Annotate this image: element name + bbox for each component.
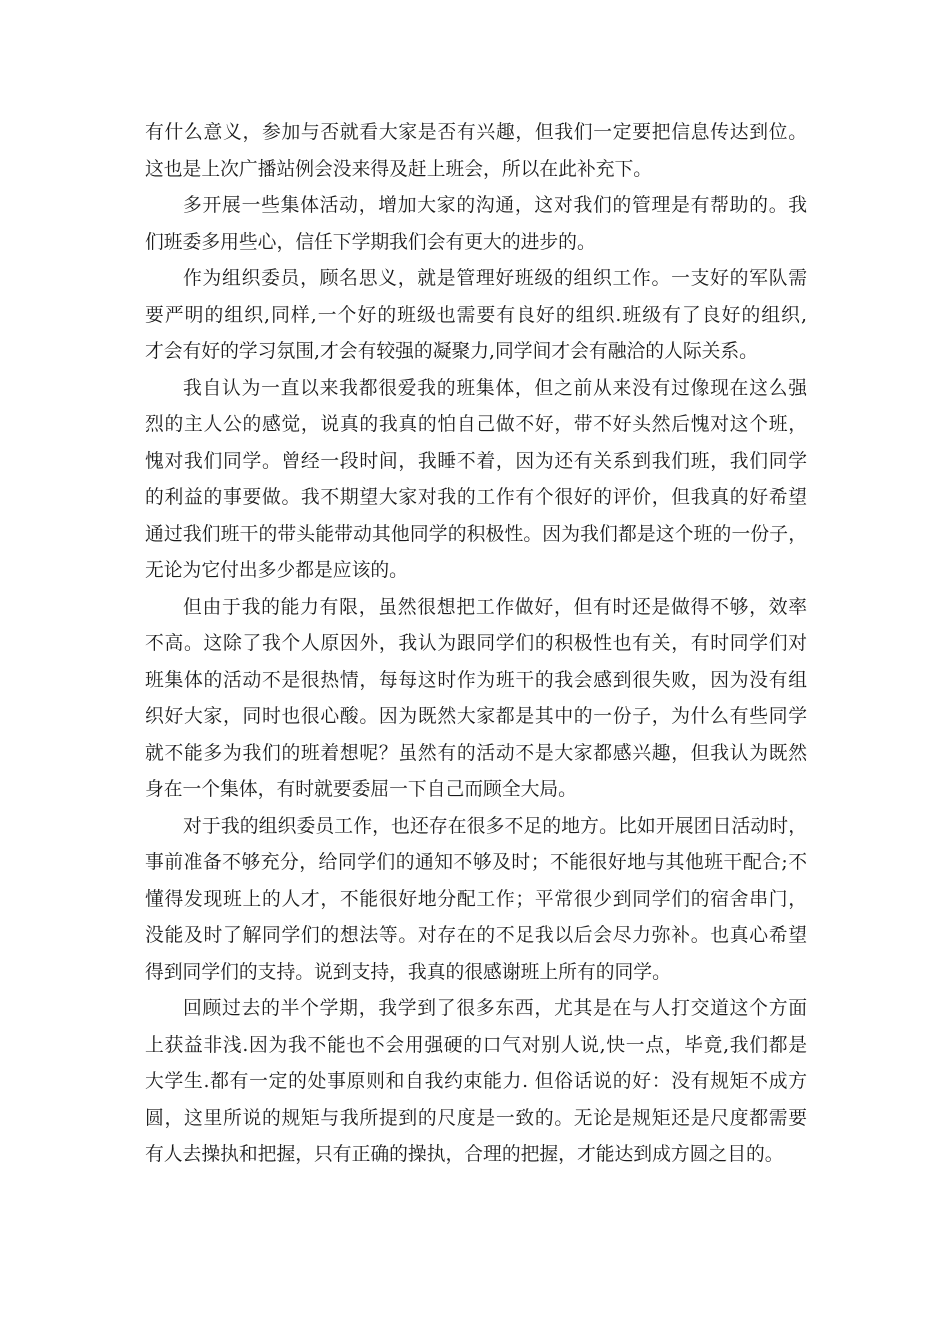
text-line: 大学生.都有一定的处事原则和自我约束能力. 但俗话说的好：没有规矩不成方 [145, 1071, 807, 1092]
text-line: 不高。这除了我个人原因外，我认为跟同学们的积极性也有关，有时同学们对 [145, 633, 807, 654]
text-line: 回顾过去的半个学期，我学到了很多东西，尤其是在与人打交道这个方面 [183, 998, 807, 1019]
text-line: 懂得发现班上的人才，不能很好地分配工作；平常很少到同学们的宿舍串门， [145, 888, 807, 910]
text-line: 我自认为一直以来我都很爱我的班集体，但之前从来没有过像现在这么强 [183, 377, 807, 399]
text-line: 有人去操执和把握，只有正确的操执，合理的把握，才能达到成方圆之目的。 [145, 1144, 784, 1165]
text-line: 对于我的组织委员工作，也还存在很多不足的地方。比如开展团日活动时， [183, 815, 807, 837]
text-line: 烈的主人公的感觉，说真的我真的怕自己做不好，带不好头然后愧对这个班， [145, 414, 807, 435]
text-line: 织好大家，同时也很心酸。因为既然大家都是其中的一份子，为什么有些同学 [145, 706, 807, 727]
text-line: 通过我们班干的带头能带动其他同学的积极性。因为我们都是这个班的一份子， [145, 523, 807, 545]
text-line: 才会有好的学习氛围,才会有较强的凝聚力,同学间才会有融洽的人际关系。 [145, 341, 758, 362]
text-line: 班集体的活动不是很热情，每每这时作为班干的我会感到很失败，因为没有组 [145, 669, 807, 691]
text-line: 有什么意义，参加与否就看大家是否有兴趣，但我们一定要把信息传达到位。 [145, 122, 807, 143]
text-line: 没能及时了解同学们的想法等。对存在的不足我以后会尽力弥补。也真心希望 [145, 925, 807, 946]
text-line: 多开展一些集体活动，增加大家的沟通，这对我们的管理是有帮助的。我 [183, 195, 807, 216]
text-line: 们班委多用些心，信任下学期我们会有更大的进步的。 [145, 231, 596, 253]
document-body [145, 115, 807, 1174]
text-line: 上获益非浅.因为我不能也不会用强硬的口气对别人说,快一点，毕竟,我们都是 [145, 1034, 807, 1056]
text-line: 圆，这里所说的规矩与我所提到的尺度是一致的。无论是规矩还是尺度都需要 [145, 1107, 807, 1129]
text-line: 这也是上次广播站例会没来得及赶上班会，所以在此补充下。 [145, 158, 653, 180]
text-line: 身在一个集体，有时就要委屈一下自己而顾全大局。 [145, 779, 577, 800]
text-line: 的利益的事要做。我不期望大家对我的工作有个很好的评价，但我真的好希望 [145, 487, 807, 508]
text-line: 但由于我的能力有限，虽然很想把工作做好，但有时还是做得不够，效率 [183, 596, 807, 618]
text-line: 无论为它付出多少都是应该的。 [145, 560, 408, 581]
text-line: 愧对我们同学。曾经一段时间，我睡不着，因为还有关系到我们班，我们同学 [145, 450, 807, 472]
text-line: 作为组织委员，顾名思义，就是管理好班级的组织工作。一支好的军队需 [183, 268, 807, 289]
text-line: 事前准备不够充分，给同学们的通知不够及时；不能很好地与其他班干配合;不 [145, 852, 807, 873]
text-line: 要严明的组织,同样,一个好的班级也需要有良好的组织.班级有了良好的组织, [145, 304, 807, 326]
text-line: 得到同学们的支持。说到支持，我真的很感谢班上所有的同学。 [145, 961, 671, 983]
text-line: 就不能多为我们的班着想呢？虽然有的活动不是大家都感兴趣，但我认为既然 [145, 742, 807, 764]
